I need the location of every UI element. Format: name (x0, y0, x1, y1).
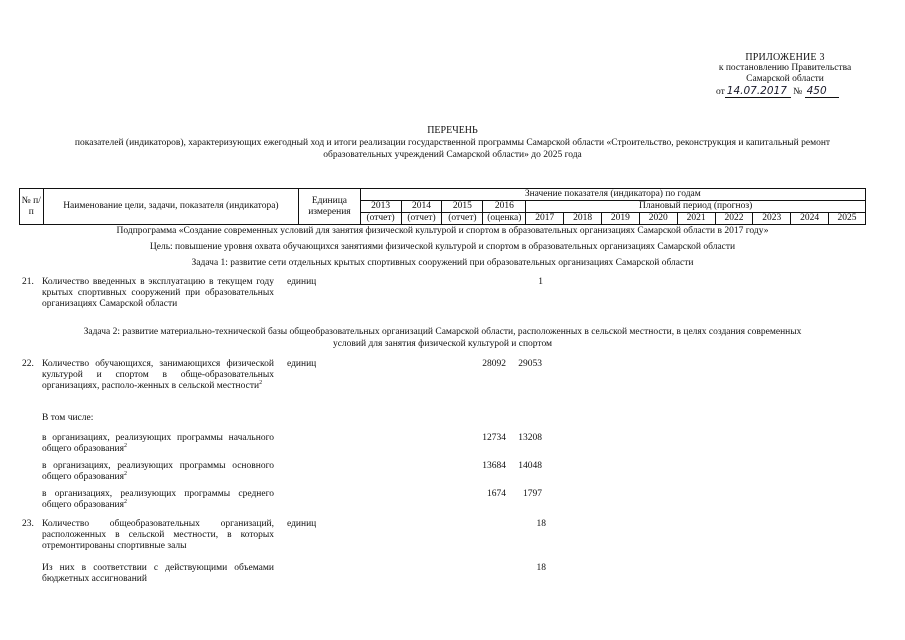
value-2017: 1 (538, 277, 543, 287)
task2-heading-line1: Задача 2: развитие материально-технической базы общеобразовательных организаций Самарской области, расположенных в сельской местности, в целях создания современных (83, 327, 802, 337)
indicator-name: Количество общеобразовательных организаций, расположенных в сельской местности, в которых отремонтированы спортивные залы (42, 519, 274, 551)
header-plan-period: Плановый период (прогноз) (526, 201, 866, 213)
header-year-2024: 2024 (791, 213, 829, 225)
value-2017: 29053 (518, 359, 542, 369)
value-2017: 14048 (518, 461, 542, 471)
header-note-2015: (отчет) (442, 213, 483, 225)
appendix-line-decree: к постановлению Правительства (718, 63, 852, 73)
indicator-name: Количество введенных в эксплуатацию в текущем году крытых спортивных сооружений при образовательных организациях Самарской области (42, 277, 274, 309)
header-year-2013: 2013 (360, 201, 401, 213)
indicator-unit: единиц (287, 277, 317, 287)
header-year-2020: 2020 (639, 213, 677, 225)
document-subtitle: показателей (индикаторов), характеризующих ежегодный ход и итоги реализации государственной программы Самарской области «Строительство, реконструкция и капитальный ремонт образовательных учреждений Самарской области» до 2025 года (74, 138, 831, 160)
header-year-2015: 2015 (442, 201, 483, 213)
header-year-2022: 2022 (715, 213, 753, 225)
header-col-values: Значение показателя (индикатора) по годам (360, 189, 865, 201)
value-2016: 12734 (482, 433, 506, 443)
goal-heading: Цель: повышение уровня охвата обучающихся занятиями физической культурой и спортом в образовательных организациях Самарской области (149, 242, 736, 252)
appendix-dateline (700, 85, 870, 98)
header-year-2025: 2025 (829, 213, 866, 225)
header-col-number: № п/п (20, 189, 44, 225)
subprogram-heading: Подпрограмма «Создание современных условий для занятия физической культурой и спортом в образовательных организациях Самарской области в 2017 году» (116, 226, 769, 236)
header-year-2018: 2018 (564, 213, 602, 225)
indicator-unit: единиц (287, 519, 317, 529)
sub-indicator-name: в организациях, реализующих программы основного общего образования$^2$ (42, 461, 274, 482)
task2-heading-line2: условий для занятия физической культурой и спортом (332, 339, 553, 349)
indicator-name: Количество обучающихся, занимающихся физической культурой и спортом в обще-образовательных организациях, располо-женных в сельской местности$^2$ (42, 359, 274, 391)
value-2017: 13208 (518, 433, 542, 443)
value-2017: 18 (536, 519, 546, 529)
handwritten-date: 14.07.2017 (725, 85, 791, 98)
header-year-2014: 2014 (401, 201, 442, 213)
including-label: В том числе: (42, 413, 94, 423)
value-2016: 1674 (487, 489, 506, 499)
row-number: 22. (22, 359, 34, 369)
sub-indicator-name: Из них в соответствии с действующими объемами бюджетных ассигнований (42, 563, 274, 584)
header-note-2014: (отчет) (401, 213, 442, 225)
sub-indicator-name: в организациях, реализующих программы начального общего образования$^2$ (42, 433, 274, 454)
header-year-2019: 2019 (601, 213, 639, 225)
from-label: от (716, 87, 725, 97)
header-year-2021: 2021 (677, 213, 715, 225)
header-year-2017: 2017 (526, 213, 564, 225)
sub-indicator-name: в организациях, реализующих программы среднего общего образования$^2$ (42, 489, 274, 510)
indicator-unit: единиц (287, 359, 317, 369)
header-col-name: Наименование цели, задачи, показателя (индикатора) (43, 189, 299, 225)
document-title: ПЕРЕЧЕНЬ (427, 125, 478, 136)
value-2016: 28092 (482, 359, 506, 369)
appendix-block (700, 52, 870, 98)
value-2016: 13684 (482, 461, 506, 471)
appendix-line-region: Самарской области (746, 74, 824, 84)
header-col-unit: Единица измерения (299, 189, 360, 225)
value-2017: 18 (536, 563, 546, 573)
header-year-2016: 2016 (483, 201, 526, 213)
row-number: 23. (22, 519, 34, 529)
task1-heading: Задача 1: развитие сети отдельных крытых спортивных сооружений при образовательных организациях Самарской области (191, 258, 694, 268)
indicators-table-header (19, 188, 866, 225)
row-number: 21. (22, 277, 34, 287)
header-note-2013: (отчет) (360, 213, 401, 225)
handwritten-number: 450 (805, 85, 839, 98)
appendix-title: ПРИЛОЖЕНИЕ 3 (745, 52, 825, 63)
value-2017: 1797 (523, 489, 542, 499)
header-year-2023: 2023 (753, 213, 791, 225)
number-label: № (793, 87, 803, 97)
header-note-2016: (оценка) (483, 213, 526, 225)
